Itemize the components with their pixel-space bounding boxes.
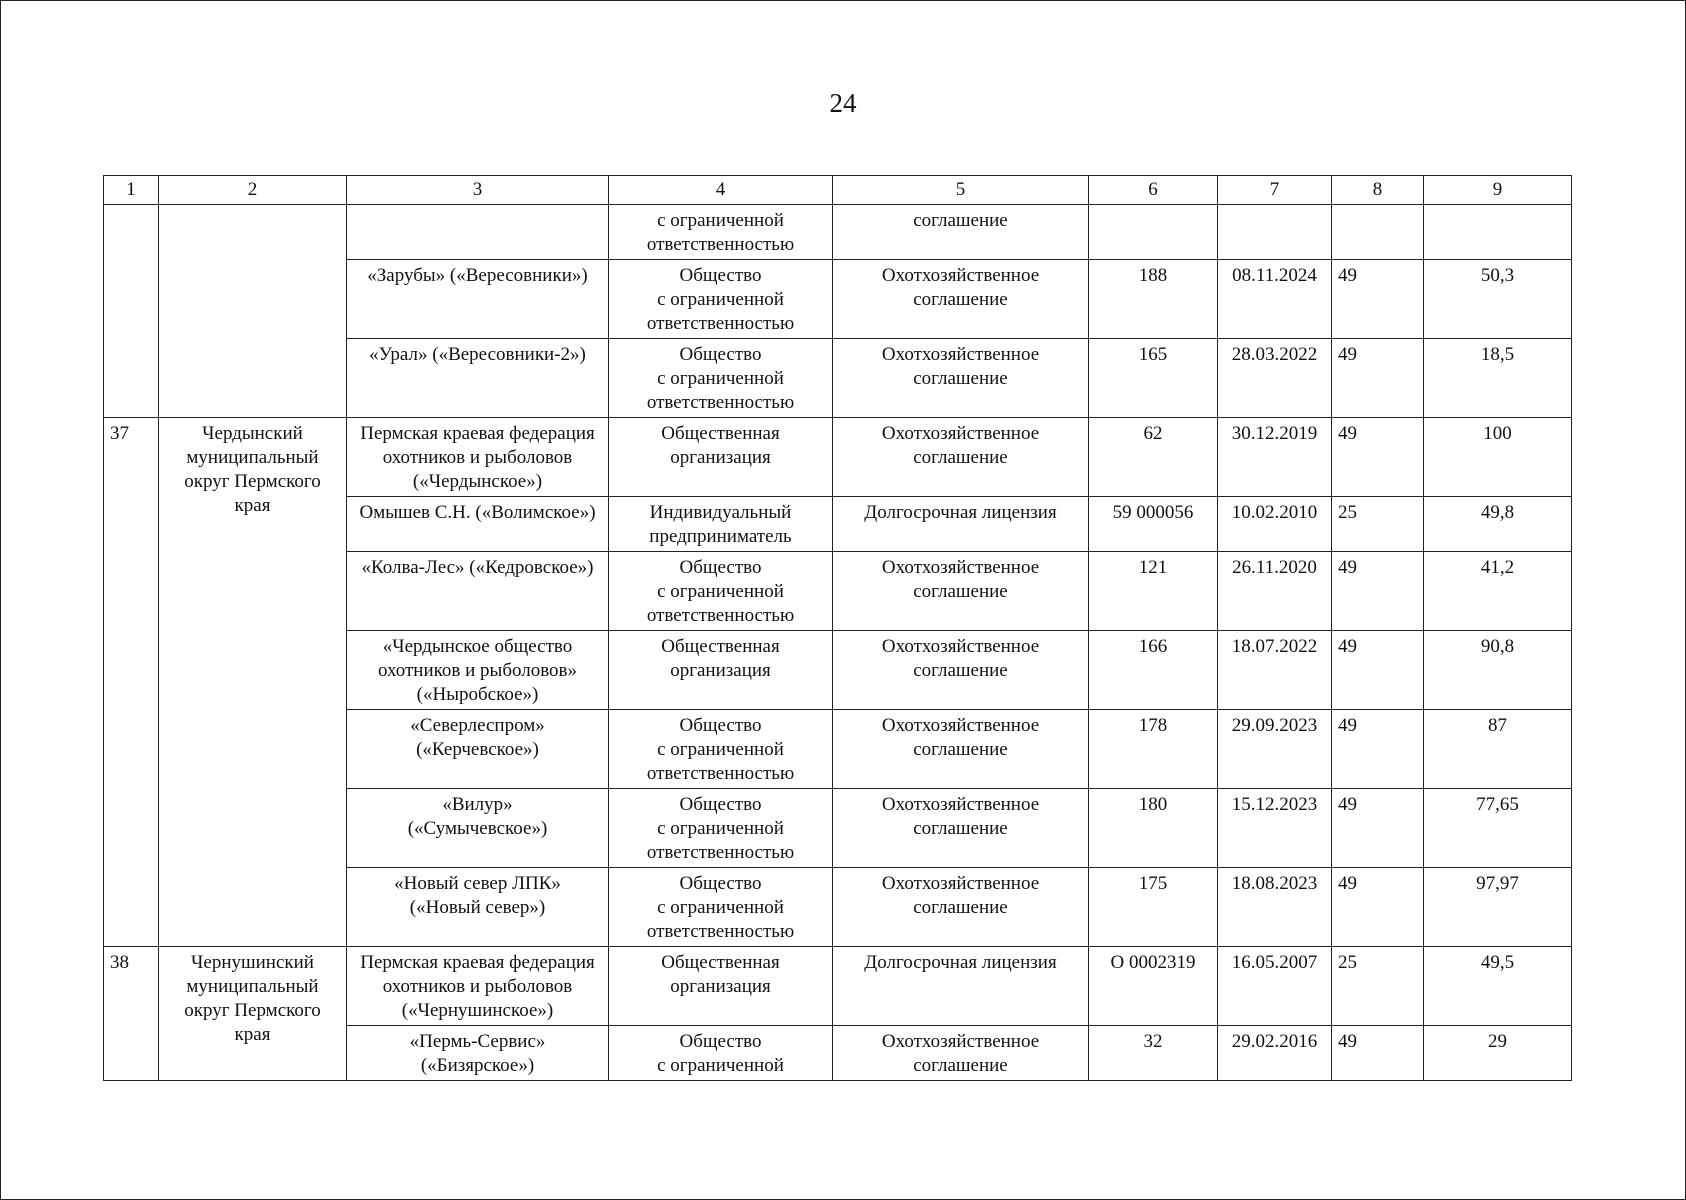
header-cell: 7	[1218, 176, 1332, 205]
holder-name-cell	[347, 710, 609, 789]
document-type-cell	[833, 868, 1089, 947]
document-number-cell: 180	[1089, 789, 1218, 868]
legal-form-cell	[609, 497, 833, 552]
document-type-cell-line: соглашение	[913, 210, 1008, 231]
document-number-cell: 188	[1089, 260, 1218, 339]
term-cell: 49	[1332, 789, 1424, 868]
date-cell: 16.05.2007	[1218, 947, 1332, 1026]
header-cell: 3	[347, 176, 609, 205]
header-cell: 9	[1424, 176, 1572, 205]
document-type-cell-line: Охотхозяйственное	[881, 344, 1040, 365]
legal-form-cell-line: Общественная	[661, 952, 780, 973]
document-type-cell-line: Охотхозяйственное	[881, 265, 1040, 286]
legal-form-cell-line: ответственностью	[646, 605, 795, 626]
district-cell-line: округ Пермского	[184, 1000, 321, 1021]
document-type-cell-line: Охотхозяйственное	[881, 794, 1040, 815]
document-type-cell-line: Охотхозяйственное	[881, 1031, 1040, 1052]
legal-form-cell-line: Общественная	[661, 423, 780, 444]
header-cell: 8	[1332, 176, 1424, 205]
header-cell: 5	[833, 176, 1089, 205]
document-type-cell	[833, 1026, 1089, 1081]
legal-form-cell-line: Общество	[679, 265, 762, 286]
holder-name-cell	[347, 789, 609, 868]
legal-form-cell-line: с ограниченной	[657, 739, 784, 760]
district-cell-line: края	[234, 1024, 271, 1045]
document-type-cell-line: соглашение	[913, 897, 1008, 918]
legal-form-cell-line: с ограниченной	[657, 368, 784, 389]
holder-name-cell	[347, 868, 609, 947]
legal-form-cell-line: Общество	[679, 1031, 762, 1052]
document-number-cell: 175	[1089, 868, 1218, 947]
document-type-cell	[833, 710, 1089, 789]
number-cell: 38	[104, 947, 159, 1081]
legal-form-cell-line: с ограниченной	[657, 818, 784, 839]
number-cell	[104, 205, 159, 418]
legal-form-cell	[609, 339, 833, 418]
holder-name-cell-line: («Новый север»)	[409, 897, 546, 918]
date-cell: 15.12.2023	[1218, 789, 1332, 868]
legal-form-cell-line: Общество	[679, 873, 762, 894]
district-cell	[159, 205, 347, 418]
document-type-cell-line: соглашение	[913, 739, 1008, 760]
term-cell: 49	[1332, 710, 1424, 789]
legal-form-cell-line: с ограниченной	[657, 897, 784, 918]
document-number-cell: 59 000056	[1089, 497, 1218, 552]
legal-form-cell-line: Общество	[679, 344, 762, 365]
holder-name-cell	[347, 260, 609, 339]
date-cell: 30.12.2019	[1218, 418, 1332, 497]
document-type-cell	[833, 339, 1089, 418]
legal-form-cell-line: Общество	[679, 715, 762, 736]
document-type-cell-line: соглашение	[913, 581, 1008, 602]
term-cell: 49	[1332, 260, 1424, 339]
legal-form-cell-line: организация	[670, 660, 771, 681]
district-cell	[159, 947, 347, 1081]
date-cell: 18.08.2023	[1218, 868, 1332, 947]
date-cell: 08.11.2024	[1218, 260, 1332, 339]
date-cell: 29.02.2016	[1218, 1026, 1332, 1081]
document-type-cell	[833, 947, 1089, 1026]
document-number-cell	[1089, 205, 1218, 260]
date-cell: 18.07.2022	[1218, 631, 1332, 710]
legal-form-cell-line: с ограниченной	[657, 581, 784, 602]
term-cell: 49	[1332, 631, 1424, 710]
legal-form-cell-line: с ограниченной	[657, 1055, 784, 1076]
document-type-cell-line: Охотхозяйственное	[881, 636, 1040, 657]
document-type-cell-line: соглашение	[913, 447, 1008, 468]
document-type-cell	[833, 497, 1089, 552]
date-cell: 28.03.2022	[1218, 339, 1332, 418]
document-number-cell: 165	[1089, 339, 1218, 418]
legal-form-cell-line: ответственностью	[646, 921, 795, 942]
area-cell: 49,5	[1424, 947, 1572, 1026]
document-type-cell	[833, 260, 1089, 339]
legal-form-cell-line: организация	[670, 447, 771, 468]
district-cell-line: округ Пермского	[184, 471, 321, 492]
document-type-cell	[833, 205, 1089, 260]
document-type-cell-line: Охотхозяйственное	[881, 873, 1040, 894]
header-cell: 2	[159, 176, 347, 205]
holder-name-cell	[347, 552, 609, 631]
term-cell: 49	[1332, 1026, 1424, 1081]
term-cell: 49	[1332, 339, 1424, 418]
table-row	[104, 418, 1572, 497]
legal-form-cell-line: с ограниченной	[657, 289, 784, 310]
document-number-cell: 32	[1089, 1026, 1218, 1081]
district-cell-line: муниципальный	[186, 976, 319, 997]
date-cell: 10.02.2010	[1218, 497, 1332, 552]
holder-name-cell-line: («Чернушинское»)	[401, 1000, 554, 1021]
legal-form-cell-line: Общество	[679, 794, 762, 815]
page-number: 24	[829, 88, 857, 118]
term-cell: 25	[1332, 947, 1424, 1026]
term-cell	[1332, 205, 1424, 260]
holder-name-cell-line: («Сумычевское»)	[407, 818, 548, 839]
district-cell-line: Чернушинский	[191, 952, 314, 973]
area-cell: 100	[1424, 418, 1572, 497]
document-type-cell-line: Охотхозяйственное	[881, 715, 1040, 736]
legal-form-cell-line: Индивидуальный	[649, 502, 792, 523]
table-row	[104, 205, 1572, 260]
district-cell-line: Чердынский	[202, 423, 303, 444]
area-cell: 41,2	[1424, 552, 1572, 631]
legal-form-cell	[609, 205, 833, 260]
document-type-cell-line: соглашение	[913, 1055, 1008, 1076]
document-type-cell-line: Охотхозяйственное	[881, 423, 1040, 444]
term-cell: 49	[1332, 868, 1424, 947]
hunting-grounds-table	[103, 175, 1572, 1081]
holder-name-cell-line: охотников и рыболовов	[382, 976, 573, 997]
area-cell: 49,8	[1424, 497, 1572, 552]
number-cell: 37	[104, 418, 159, 947]
holder-name-cell-line: («Керчевское»)	[416, 739, 539, 760]
legal-form-cell-line: ответственностью	[646, 392, 795, 413]
header-cell: 6	[1089, 176, 1218, 205]
legal-form-cell	[609, 947, 833, 1026]
legal-form-cell	[609, 789, 833, 868]
holder-name-cell-line: «Новый север ЛПК»	[394, 873, 561, 894]
document-type-cell	[833, 552, 1089, 631]
legal-form-cell	[609, 1026, 833, 1081]
district-cell-line: края	[234, 495, 271, 516]
legal-form-cell-line: Общественная	[661, 636, 780, 657]
document-type-cell	[833, 789, 1089, 868]
legal-form-cell-line: Общество	[679, 557, 762, 578]
document-type-cell	[833, 631, 1089, 710]
area-cell: 50,3	[1424, 260, 1572, 339]
holder-name-cell	[347, 418, 609, 497]
document-number-cell: 121	[1089, 552, 1218, 631]
area-cell: 90,8	[1424, 631, 1572, 710]
area-cell: 87	[1424, 710, 1572, 789]
holder-name-cell-line: «Зарубы» («Вересовники»)	[367, 265, 588, 286]
document-type-cell	[833, 418, 1089, 497]
table-row	[104, 947, 1572, 1026]
holder-name-cell-line: «Пермь-Сервис»	[409, 1031, 546, 1052]
holder-name-cell	[347, 1026, 609, 1081]
legal-form-cell-line: организация	[670, 976, 771, 997]
document-number-cell: 166	[1089, 631, 1218, 710]
document-type-cell-line: соглашение	[913, 368, 1008, 389]
holder-name-cell-line: («Бизярское»)	[420, 1055, 535, 1076]
legal-form-cell	[609, 710, 833, 789]
legal-form-cell	[609, 418, 833, 497]
area-cell: 18,5	[1424, 339, 1572, 418]
holder-name-cell-line: «Чердынское общество	[382, 636, 573, 657]
holder-name-cell	[347, 631, 609, 710]
holder-name-cell-line: («Ныробское»)	[416, 684, 539, 705]
header-cell: 1	[104, 176, 159, 205]
holder-name-cell-line: «Северлеспром»	[410, 715, 545, 736]
document-type-cell-line: Охотхозяйственное	[881, 557, 1040, 578]
document-type-cell-line: соглашение	[913, 289, 1008, 310]
district-cell	[159, 418, 347, 947]
date-cell: 29.09.2023	[1218, 710, 1332, 789]
legal-form-cell-line: ответственностью	[646, 842, 795, 863]
area-cell	[1424, 205, 1572, 260]
document-number-cell: О 0002319	[1089, 947, 1218, 1026]
holder-name-cell	[347, 339, 609, 418]
legal-form-cell-line: ответственностью	[646, 313, 795, 334]
holder-name-cell-line: Пермская краевая федерация	[360, 423, 595, 444]
legal-form-cell	[609, 552, 833, 631]
holder-name-cell	[347, 205, 609, 260]
holder-name-cell-line: «Колва-Лес» («Кедровское»)	[361, 557, 594, 578]
header-cell: 4	[609, 176, 833, 205]
legal-form-cell	[609, 631, 833, 710]
date-cell	[1218, 205, 1332, 260]
term-cell: 25	[1332, 497, 1424, 552]
holder-name-cell-line: «Урал» («Вересовники-2»)	[369, 344, 586, 365]
document-type-cell-line: соглашение	[913, 818, 1008, 839]
holder-name-cell-line: («Чердынское»)	[412, 471, 543, 492]
holder-name-cell	[347, 947, 609, 1026]
legal-form-cell-line: ответственностью	[646, 234, 795, 255]
legal-form-cell-line: ответственностью	[646, 763, 795, 784]
legal-form-cell-line: с ограниченной	[657, 210, 784, 231]
area-cell: 77,65	[1424, 789, 1572, 868]
legal-form-cell	[609, 868, 833, 947]
term-cell: 49	[1332, 418, 1424, 497]
document-type-cell-line: Долгосрочная лицензия	[864, 952, 1057, 973]
term-cell: 49	[1332, 552, 1424, 631]
document-number-cell: 178	[1089, 710, 1218, 789]
legal-form-cell	[609, 260, 833, 339]
document-number-cell: 62	[1089, 418, 1218, 497]
area-cell: 29	[1424, 1026, 1572, 1081]
document-type-cell-line: соглашение	[913, 660, 1008, 681]
date-cell: 26.11.2020	[1218, 552, 1332, 631]
holder-name-cell-line: охотников и рыболовов»	[377, 660, 578, 681]
legal-form-cell-line: предприниматель	[649, 526, 792, 547]
header-row	[104, 176, 1572, 205]
holder-name-cell-line: охотников и рыболовов	[382, 447, 573, 468]
holder-name-cell-line: Омышев С.Н. («Волимское»)	[359, 502, 596, 523]
holder-name-cell-line: Пермская краевая федерация	[360, 952, 595, 973]
area-cell: 97,97	[1424, 868, 1572, 947]
holder-name-cell	[347, 497, 609, 552]
document-type-cell-line: Долгосрочная лицензия	[864, 502, 1057, 523]
table-body	[104, 176, 1572, 1081]
district-cell-line: муниципальный	[186, 447, 319, 468]
holder-name-cell-line: «Вилур»	[442, 794, 513, 815]
